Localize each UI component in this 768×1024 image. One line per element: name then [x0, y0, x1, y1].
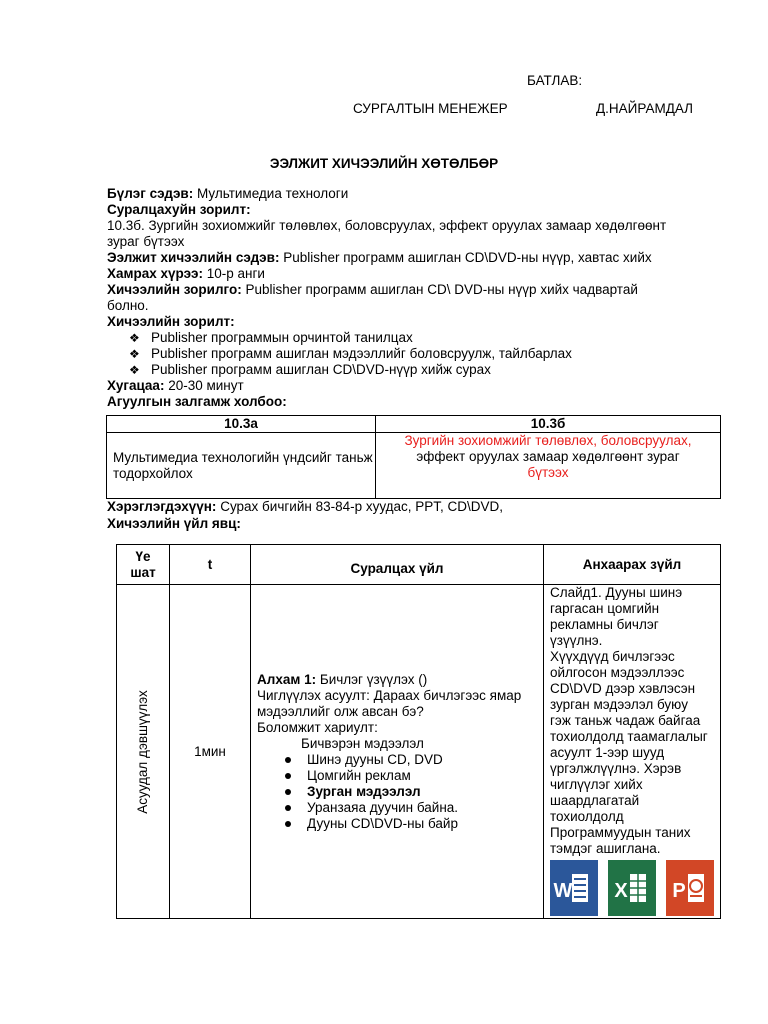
- process-label: Хичээлийн үйл явц:: [107, 516, 241, 531]
- question-line-2: мэдээллийг олж авсан бэ?: [257, 703, 424, 719]
- lesson-objective-label: Хичээлийн зорилт:: [107, 314, 235, 329]
- attention-line: үргэлжлүүлнэ. Хэрэв: [550, 761, 682, 776]
- link-table: [106, 415, 721, 499]
- head-stage: Үе шат: [117, 545, 170, 585]
- fields-block: [107, 186, 707, 410]
- duration: Хугацаа: 20-30 минут: [107, 378, 244, 393]
- attention-line: Слайд1. Дууны шинэ: [550, 585, 683, 600]
- excel-icon: [608, 860, 656, 916]
- learning-goal-label: Суралцахуйн зорилт:: [107, 202, 251, 217]
- answers-label: Боломжит хариулт:: [257, 719, 378, 735]
- links-label: Агуулгын залгамж холбоо:: [107, 394, 287, 409]
- attention-line: Хүүхдүүд бичлэгээс: [550, 649, 675, 664]
- list-item: ❖ Publisher программ ашиглан CD\DVD-нүүр хийж сурах: [129, 362, 491, 377]
- lesson-goal: Хичээлийн зорилго: Publisher программ ашиглан CD\ DVD-ны нүүр хийх чадвартай: [107, 282, 638, 297]
- list-item: Шинэ дууны CD, DVD: [307, 752, 543, 768]
- head-attention: Анхаарах зүйл: [544, 545, 721, 585]
- answers-list: [257, 752, 543, 832]
- lesson-goal-2: болно.: [107, 298, 149, 313]
- attention-line: гаргасан цомгийн: [550, 601, 660, 616]
- attention-line: чиглүүлэг хийх: [550, 777, 643, 792]
- document-title: ЭЭЛЖИТ ХИЧЭЭЛИЙН ХӨТӨЛБӨР: [269, 156, 499, 171]
- link-head-b: 10.3б: [376, 416, 721, 433]
- attention-line: CD\DVD дээр хэвлэсэн: [550, 681, 696, 696]
- svg-text:W: W: [553, 880, 573, 902]
- diamond-bullet-icon: ❖: [129, 363, 140, 377]
- attention-line: үзүүлнэ.: [550, 633, 603, 648]
- list-item: Зурган мэдээлэл: [307, 784, 543, 800]
- attention-line: зурган мэдээлэл буюу: [550, 697, 689, 712]
- link-cell-b: Зургийн зохиомжийг төлөвлөх, боловсруулах, эффект оруулах замаар хөдөлгөөнт зураг бүтээх: [376, 433, 721, 499]
- answers-head: Бичвэрэн мэдээлэл: [301, 735, 424, 751]
- learning-goal-text-2: зураг бүтээх: [107, 234, 185, 249]
- attention-line: тохиолдолд таамаглалыг: [550, 729, 708, 744]
- list-item: Цомгийн реклам: [307, 768, 543, 784]
- list-item: Уранзаяа дуучин байна.: [307, 800, 543, 816]
- approve-title: БАТЛАВ:: [527, 73, 583, 88]
- word-icon: [550, 860, 598, 916]
- lesson-table: [116, 544, 721, 919]
- powerpoint-icon: [666, 860, 714, 916]
- lesson-topic: Ээлжит хичээлийн сэдэв: Publisher программ ашиглан CD\DVD-ны нүүр, хавтас хийх: [107, 250, 652, 265]
- app-icons: [550, 860, 720, 918]
- stage-text: Асуудал дэвшүүлэх: [135, 689, 150, 814]
- svg-text:P: P: [672, 880, 686, 902]
- approve-name: Д.НАЙРАМДАЛ: [596, 101, 694, 116]
- attention-line: гэж таньж чадаж байгаа: [550, 713, 701, 728]
- attention-line: тохиолдолд: [550, 809, 624, 824]
- materials: Хэрэглэгдэхүүн: Сурах бичгийн 83-84-р хуудас, PPT, CD\DVD,: [107, 499, 504, 514]
- attention-text: [550, 585, 720, 857]
- list-item: ❖ Publisher программ ашиглан мэдээллийг боловсруулж, тайлбарлах: [129, 346, 572, 361]
- diamond-bullet-icon: ❖: [129, 347, 140, 361]
- svg-text:X: X: [614, 880, 628, 902]
- head-time: t: [170, 545, 251, 585]
- list-item: Дууны CD\DVD-ны байр: [307, 816, 543, 832]
- attention-line: асуулт 1-ээр шууд: [550, 745, 665, 760]
- attention-line: шаардлагатай: [550, 793, 640, 808]
- approve-role: СУРГАЛТЫН МЕНЕЖЕР: [353, 101, 508, 116]
- attention-line: ойлгосон мэдээллээс: [550, 665, 685, 680]
- objectives-list: [107, 330, 707, 378]
- list-item: ❖ Publisher программын орчинтой танилцах: [129, 330, 413, 345]
- link-head-a: 10.3а: [107, 416, 376, 433]
- time-cell: 1мин: [170, 585, 251, 919]
- group-topic: Бүлэг сэдэв: Мультимедиа технологи: [107, 186, 349, 201]
- attention-cell: [544, 585, 721, 919]
- attention-line: рекламны бичлэг: [550, 617, 659, 632]
- attention-line: тэмдэг ашиглана.: [550, 841, 661, 856]
- step-title: Алхам 1: Бичлэг үзүүлэх (): [257, 671, 428, 687]
- head-activity: Суралцах үйл: [251, 545, 544, 585]
- stage-cell: [117, 585, 170, 919]
- question-line-1: Чиглүүлэх асуулт: Дараах бичлэгээс ямар: [257, 687, 522, 703]
- activity-cell: [251, 585, 544, 919]
- link-cell-a: Мультимедиа технологийн үндсийг таньж тодорхойлох: [107, 433, 376, 499]
- learning-goal-text: 10.3б. Зургийн зохиомжийг төлөвлөх, боловсруулах, эффект оруулах замаар хөдөлгөөнт: [107, 218, 667, 233]
- attention-line: Программуудын таних: [550, 825, 691, 840]
- diamond-bullet-icon: ❖: [129, 331, 140, 345]
- scope: Хамрах хүрээ: 10-р анги: [107, 266, 265, 281]
